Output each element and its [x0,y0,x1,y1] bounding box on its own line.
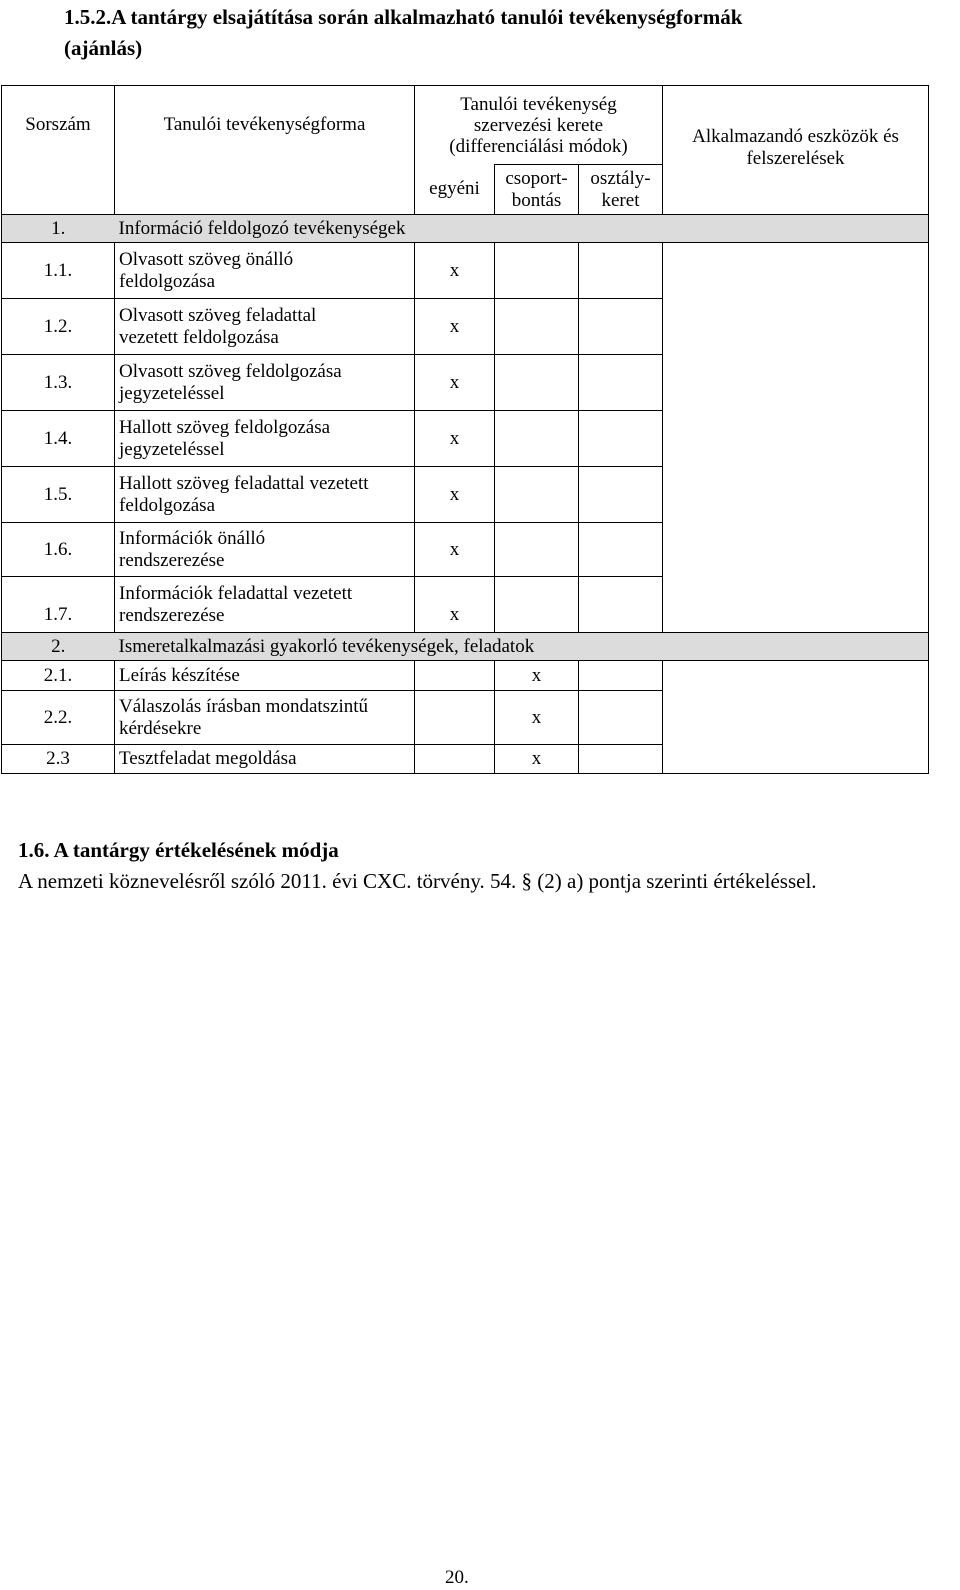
row-osztaly [579,243,663,299]
row-eszkozok [663,691,929,745]
header-forma: Tanulói tevékenységforma [115,86,415,165]
section-row [2,633,929,661]
row-eszkozok [663,577,929,633]
row-num: 1.1. [2,243,115,299]
row-csoport: x [495,661,579,691]
table-row [2,411,929,467]
row-osztaly [579,355,663,411]
row-activity [115,691,415,745]
row-egyeni: x [415,523,495,577]
row-activity [115,243,415,299]
row-activity [115,299,415,355]
row-eszkozok [663,411,929,467]
row-activity [115,355,415,411]
row-osztaly [579,691,663,745]
row-egyeni: x [415,577,495,633]
header-keret-line1: Tanulói tevékenység [460,93,617,115]
row-activity-line2: jegyzeteléssel [119,438,225,460]
table-row [2,577,929,633]
header-sorszam-cont [2,165,115,215]
header-sorszam: Sorszám [2,86,115,165]
row-osztaly [579,467,663,523]
section-title: Információ feldolgozó tevékenységek [115,215,929,243]
row-activity-line1: Válaszolás írásban mondatszintű [119,695,369,717]
row-eszkozok [663,467,929,523]
row-activity-line1: Olvasott szöveg feldolgozása [119,360,342,382]
row-num: 1.2. [2,299,115,355]
row-activity-line1: Olvasott szöveg feladattal [119,304,317,326]
row-csoport: x [495,745,579,774]
row-activity-line2: jegyzeteléssel [119,382,225,404]
header-csoport [495,165,579,215]
subsection-title: A tantárgy értékelésének módja [53,838,339,862]
row-activity-line2: feldolgozása [119,270,216,292]
table-row [2,355,929,411]
header-eszkozok [663,86,929,215]
row-activity [115,467,415,523]
row-num: 2.1. [2,661,115,691]
row-activity-line1: Információk önálló [119,527,266,549]
table-row [2,467,929,523]
row-csoport: x [495,691,579,745]
row-csoport [495,299,579,355]
row-activity [115,577,415,633]
row-activity-line2: feldolgozása [119,494,216,516]
row-activity-line1: Hallott szöveg feladattal vezetett [119,472,369,494]
section-title-line2: (ajánlás) [64,36,143,60]
row-osztaly [579,411,663,467]
row-egyeni: x [415,355,495,411]
table-row [2,523,929,577]
table-row [2,299,929,355]
row-csoport [495,577,579,633]
subsection-number: 1.6. [18,838,50,862]
row-activity-line2: vezetett feldolgozása [119,326,279,348]
row-egyeni: x [415,411,495,467]
row-activity-line1: Tesztfeladat megoldása [119,748,297,769]
row-activity [115,411,415,467]
row-osztaly [579,661,663,691]
section-title: Ismeretalkalmazási gyakorló tevékenységek, feladatok [115,633,929,661]
activity-table [1,85,929,774]
row-eszkozok [663,661,929,691]
row-num: 2.2. [2,691,115,745]
row-osztaly [579,523,663,577]
row-csoport [495,243,579,299]
table-row [2,243,929,299]
section-num: 1. [2,215,115,243]
row-activity [115,523,415,577]
header-forma-cont [115,165,415,215]
header-osztaly [579,165,663,215]
row-activity-line1: Leírás készítése [119,664,240,686]
row-csoport [495,355,579,411]
row-eszkozok [663,299,929,355]
row-egyeni: x [415,243,495,299]
row-num: 1.6. [2,523,115,577]
header-osztaly-line1: osztály- [590,167,651,189]
row-osztaly [579,299,663,355]
header-keret-line2: szervezési kerete [473,114,604,136]
row-egyeni: x [415,299,495,355]
row-num: 2.3 [2,745,115,774]
row-num: 1.5. [2,467,115,523]
row-activity [115,661,415,691]
section-heading [64,2,956,33]
section-title-line1: A tantárgy elsajátítása során alkalmazható tanulói tevékenységformák [111,5,743,29]
row-num: 1.7. [2,577,115,633]
row-activity-line1: Olvasott szöveg önálló [119,248,294,270]
section-number: 1.5.2. [64,5,112,29]
header-eszkozok-line2: felszerelések [746,148,845,169]
row-activity-line1: Hallott szöveg feldolgozása [119,416,331,438]
row-activity-line2: kérdésekre [119,717,202,739]
row-activity-line1: Információk feladattal vezetett [119,582,353,604]
assessment-paragraph: A nemzeti köznevelésről szóló 2011. évi CXC. törvény. 54. § (2) a) pontja szerinti értékeléssel. [18,869,817,893]
row-csoport [495,467,579,523]
section-num: 2. [2,633,115,661]
page-number: 20. [445,1567,469,1588]
row-num: 1.3. [2,355,115,411]
row-egyeni [415,691,495,745]
header-csoport-line2: bontás [511,189,562,211]
row-eszkozok [663,243,929,299]
row-osztaly [579,745,663,774]
header-osztaly-line2: keret [601,189,640,211]
header-egyeni: egyéni [415,165,495,215]
table-header-row [2,86,929,165]
row-csoport [495,523,579,577]
row-activity-line2: rendszerezése [119,549,225,571]
row-csoport [495,411,579,467]
row-egyeni [415,661,495,691]
table-row [2,691,929,745]
row-num: 1.4. [2,411,115,467]
row-eszkozok [663,355,929,411]
row-osztaly [579,577,663,633]
header-keret [415,86,663,165]
header-csoport-line1: csoport- [505,167,568,189]
row-eszkozok [663,745,929,774]
header-keret-line3: (differenciálási módok) [449,135,628,157]
table-row [2,661,929,691]
header-eszkozok-line1: Alkalmazandó eszközök és [692,126,899,147]
section-row [2,215,929,243]
section-heading-cont [64,33,956,64]
row-egyeni [415,745,495,774]
table-row [2,745,929,774]
row-activity [115,745,415,774]
subsection-heading [18,838,339,863]
row-eszkozok [663,523,929,577]
row-activity-line2: rendszerezése [119,604,225,626]
row-egyeni: x [415,467,495,523]
